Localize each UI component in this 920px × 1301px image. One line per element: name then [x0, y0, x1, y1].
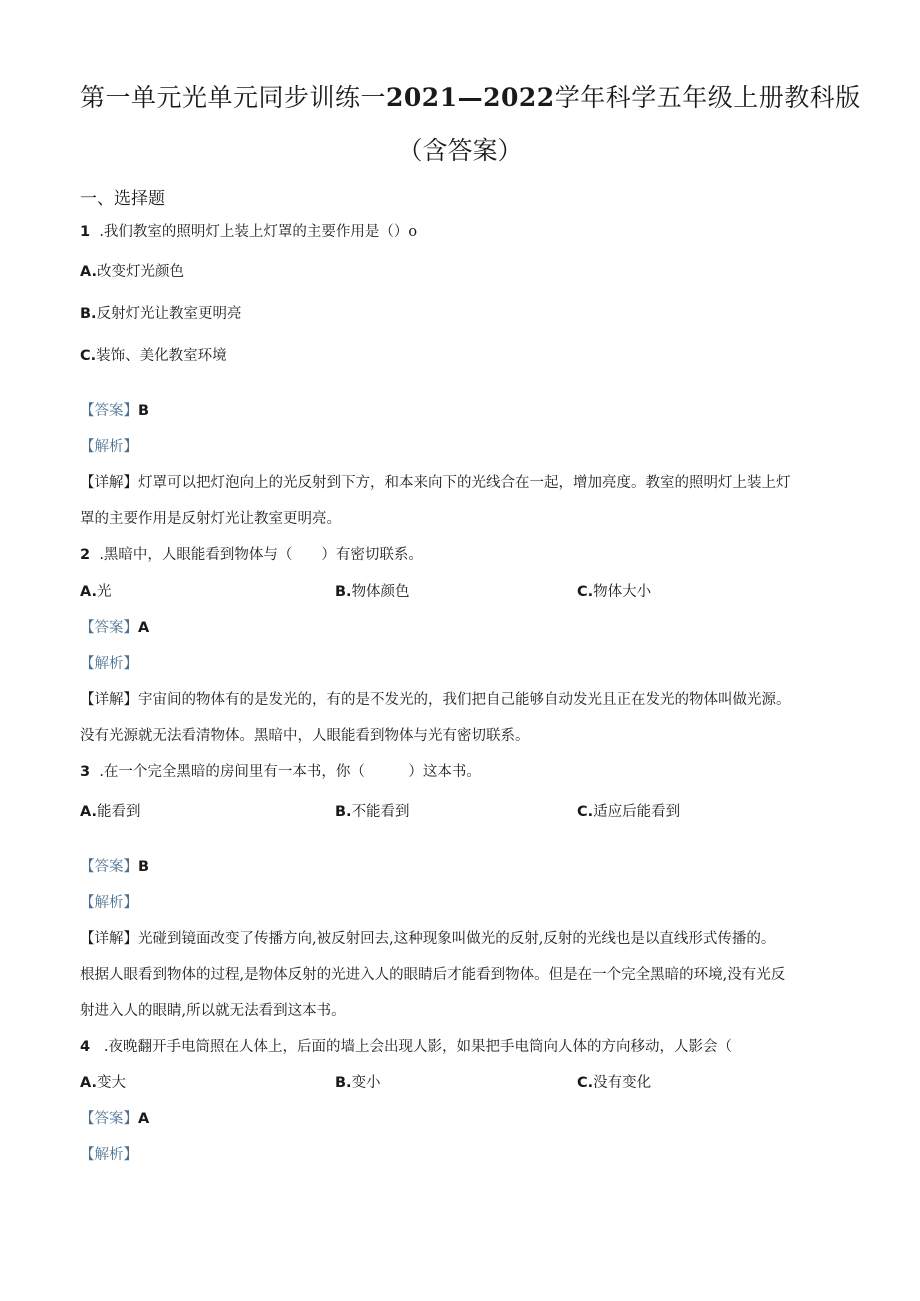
q4-option-b: B.变小 — [335, 1075, 381, 1091]
q4-answer: 【答案】A — [80, 1111, 150, 1127]
question-4: 4 .夜晚翻开手电筒照在人体上，后面的墙上会出现人影，如果把手电筒向人体的方向移动，人影会（ — [80, 1039, 733, 1055]
q1-option-a: A.改变灯光颜色 — [80, 264, 184, 280]
q3-option-a: A.能看到 — [80, 804, 141, 820]
q2-answer: 【答案】A — [80, 620, 150, 636]
q1-option-c: C.装饰、美化教室环境 — [80, 348, 227, 364]
page-title — [80, 78, 861, 114]
title-years: 2021—2022 — [386, 83, 555, 112]
q1-analysis: 【解析】 — [80, 439, 138, 455]
question-3: 3 .在一个完全黑暗的房间里有一本书，你（ ）这本书。 — [80, 764, 481, 780]
q2-option-b: B.物体颜色 — [335, 584, 410, 600]
question-1 — [80, 220, 417, 241]
q2-option-c: C.物体大小 — [577, 584, 652, 600]
q1-detail-line-1: 【详解】灯罩可以把灯泡向上的光反射到下方，和本来向下的光线合在一起，增加亮度。教室的照明灯上装上灯 — [80, 475, 791, 491]
q3-answer: 【答案】B — [80, 859, 150, 875]
question-number: 1 — [80, 224, 91, 240]
title-part-b: 学年科学五年级上册教科版 — [554, 83, 861, 112]
q3-detail-line-2: 根据人眼看到物体的过程,是物体反射的光进入人的眼睛后才能看到物体。但是在一个完全黑暗的环境,没有光反 — [80, 967, 786, 983]
q4-option-c: C.没有变化 — [577, 1075, 652, 1091]
q4-analysis: 【解析】 — [80, 1147, 138, 1163]
q3-option-c: C.适应后能看到 — [577, 804, 681, 820]
q3-detail-line-1: 【详解】光碰到镜面改变了传播方向,被反射回去,这种现象叫做光的反射,反射的光线也是以直线形式传播的。 — [80, 931, 776, 947]
q1-detail-line-2: 罩的主要作用是反射灯光让教室更明亮。 — [80, 511, 341, 527]
q2-option-a: A.光 — [80, 584, 112, 600]
q2-detail-line-1: 【详解】宇宙间的物体有的是发光的，有的是不发光的，我们把自己能够自动发光且正在发光的物体叫做光源。 — [80, 692, 791, 708]
q4-option-a: A.变大 — [80, 1075, 126, 1091]
q3-option-b: B.不能看到 — [335, 804, 410, 820]
q3-detail-line-3: 射进入人的眼睛,所以就无法看到这本书。 — [80, 1003, 346, 1019]
q1-option-b: B.反射灯光让教室更明亮 — [80, 306, 242, 322]
page-subtitle: （含答案） — [397, 136, 523, 165]
q2-analysis: 【解析】 — [80, 656, 138, 672]
q1-answer: 【答案】B — [80, 403, 150, 419]
question-text: .我们教室的照明灯上装上灯罩的主要作用是（）o — [99, 224, 418, 240]
q2-detail-line-2: 没有光源就无法看清物体。黑暗中，人眼能看到物体与光有密切联系。 — [80, 728, 530, 744]
section-heading: 一、选择题 — [80, 189, 165, 209]
title-part-a: 第一单元光单元同步训练一 — [80, 83, 387, 112]
question-2: 2 .黑暗中，人眼能看到物体与（ ）有密切联系。 — [80, 547, 423, 563]
q3-analysis: 【解析】 — [80, 895, 138, 911]
